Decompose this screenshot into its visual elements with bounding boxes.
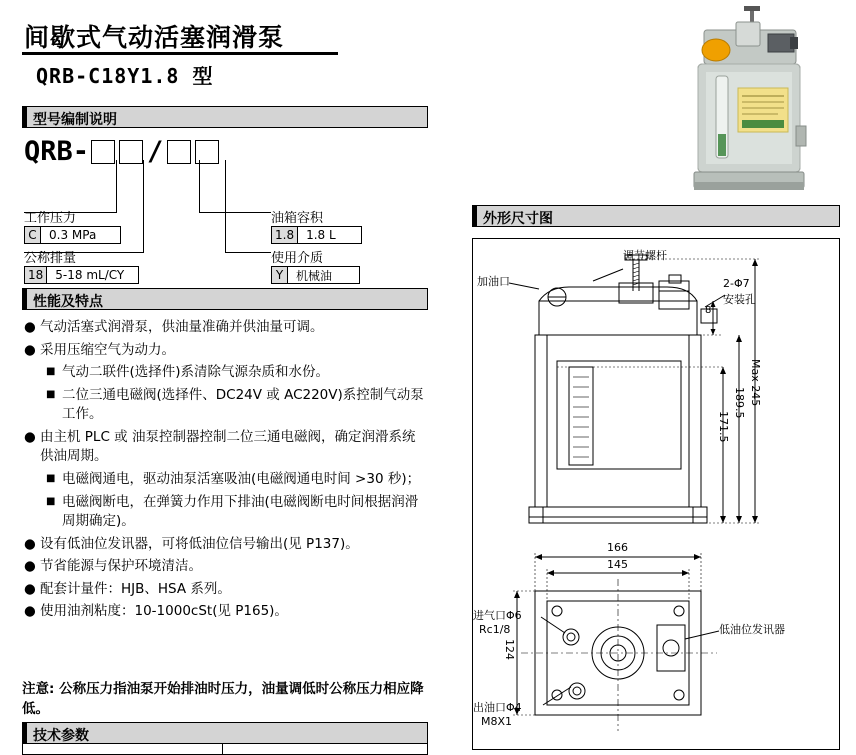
feature-item: [46, 386, 428, 425]
value-nominal-displacement: [24, 266, 139, 284]
bullet-icon: ●: [24, 535, 36, 552]
bullet-icon: ●: [24, 603, 36, 620]
label-air-inlet: 进气口Φ6: [473, 609, 522, 622]
feature-text: 配套计量件：HJB、HSA 系列。: [40, 580, 231, 597]
bullet-icon: ●: [24, 319, 36, 335]
model-code-dash: -: [72, 136, 90, 167]
feature-text: 节省能源与保护环境清洁。: [40, 558, 202, 575]
feature-item: [46, 493, 428, 532]
value-text-tank-capacity: 1.8 L: [298, 226, 362, 244]
model-code-box-3: [167, 140, 191, 164]
features-list: [24, 318, 428, 625]
model-code-slash: /: [147, 136, 164, 167]
tech-params-table-stub: [22, 744, 428, 755]
label-medium: 使用介质: [271, 251, 324, 266]
dimension-drawing-svg: [473, 239, 839, 749]
feature-text: 电磁阀通电，驱动油泵活塞吸油(电磁阀通电时间 >30 秒)；: [62, 470, 421, 487]
label-tank-capacity: 油箱容积: [271, 211, 324, 226]
feature-text: 电磁阀断电，在弹簧力作用下排油(电磁阀断电时间根据润滑周期确定)。: [62, 493, 419, 530]
label-height-171: 171.5: [717, 411, 730, 443]
leader-line-4: [225, 160, 226, 252]
section-header-tech-params: [22, 722, 428, 744]
leader-line-4b: [225, 252, 271, 253]
bullet-square-icon: ■: [46, 472, 56, 484]
value-key-nominal-displacement: 18: [24, 266, 47, 284]
bullet-icon: ●: [24, 580, 36, 597]
feature-text: 使用油剂粘度：10-1000cSt(见 P165)。: [40, 603, 288, 620]
feature-item: [24, 580, 428, 600]
leader-line-3b: [199, 212, 271, 213]
label-width-145: 145: [607, 558, 628, 571]
feature-text: 由主机 PLC 或 油泵控制器控制二位三通电磁阀，确定润滑系统供油周期。: [40, 428, 416, 465]
section-title-features: 性能及特点: [33, 294, 103, 310]
label-oil-outlet-thread: M8X1: [481, 715, 513, 728]
value-medium: [271, 266, 360, 284]
label-adjust-rod: 调节螺杆: [623, 249, 667, 262]
leader-line-3: [199, 160, 200, 212]
section-header-features: [22, 288, 428, 310]
title-divider: [22, 52, 338, 55]
label-working-pressure: 工作压力: [24, 211, 77, 226]
bullet-icon: ●: [24, 341, 36, 358]
feature-item: [46, 470, 428, 490]
bullet-square-icon: ■: [46, 388, 56, 400]
section-header-dimensions: [472, 205, 840, 227]
dimension-drawing: [472, 238, 840, 750]
section-title-model-code: 型号编制说明: [33, 112, 117, 128]
value-text-nominal-displacement: 5-18 mL/CY: [47, 266, 139, 284]
leader-line-2: [143, 160, 144, 252]
right-column: [452, 0, 856, 755]
label-height-max: Max 245: [749, 359, 762, 407]
label-small-dim: 8: [705, 305, 712, 316]
section-header-model-code: [22, 106, 428, 128]
product-photo-illustration: [664, 6, 844, 196]
label-depth-124: 124: [503, 639, 516, 660]
bullet-icon: ●: [24, 428, 36, 445]
feature-text: 气动二联件(选择件)系清除气源杂质和水份。: [62, 364, 330, 381]
feature-item: [24, 318, 428, 338]
product-photo: [664, 6, 844, 196]
leader-line-1: [116, 160, 117, 212]
label-oil-outlet: 出油口Φ4: [473, 701, 522, 714]
feature-text: 设有低油位发讯器，可将低油位信号输出(见 P137)。: [40, 535, 359, 552]
label-mount-hole: 安装孔: [723, 293, 756, 306]
model-code-prefix: QRB: [24, 136, 73, 167]
bullet-square-icon: ■: [46, 366, 56, 378]
feature-item: [24, 535, 428, 555]
section-title-tech-params: 技术参数: [33, 728, 89, 744]
feature-item: [24, 341, 428, 361]
label-height-189: 189.5: [733, 387, 746, 419]
value-key-working-pressure: C: [24, 226, 41, 244]
model-subtitle: QRB-C18Y1.8 型: [36, 64, 214, 88]
section-title-dimensions: 外形尺寸图: [483, 211, 553, 227]
feature-item: [24, 602, 428, 622]
bullet-square-icon: ■: [46, 495, 56, 507]
value-key-medium: Y: [271, 266, 288, 284]
value-key-tank-capacity: 1.8: [271, 226, 298, 244]
bullet-icon: ●: [24, 558, 36, 575]
value-text-medium: 机械油: [288, 266, 360, 284]
value-text-working-pressure: 0.3 MPa: [41, 226, 121, 244]
label-low-level-sensor: 低油位发讯器: [719, 623, 785, 636]
label-width-166: 166: [607, 541, 628, 554]
feature-text: 采用压缩空气为动力。: [40, 341, 175, 358]
feature-item: [24, 428, 428, 467]
label-mount-hole-spec: 2-Φ7: [723, 277, 750, 290]
label-nominal-displacement: 公称排量: [24, 251, 77, 266]
label-oil-fill-port: 加油口: [477, 275, 510, 288]
tech-params-table-divider: [222, 744, 223, 755]
page-title: 间歇式气动活塞润滑泵: [24, 23, 285, 52]
value-tank-capacity: [271, 226, 362, 244]
note-text: 注意: 公称压力指油泵开始排油时压力，油量调低时公称压力相应降低。: [22, 681, 424, 717]
model-code-box-1: [91, 140, 115, 164]
label-air-inlet-thread: Rc1/8: [479, 623, 511, 636]
feature-text: 气动活塞式润滑泵，供油量准确并供油量可调。: [40, 319, 324, 335]
feature-text: 二位三通电磁阀(选择件、DC24V 或 AC220V)系控制气动泵工作。: [62, 386, 424, 423]
model-code-diagram: [24, 136, 221, 167]
value-working-pressure: [24, 226, 121, 244]
feature-item: [24, 557, 428, 577]
model-code-box-2: [119, 140, 143, 164]
feature-item: [46, 363, 428, 383]
